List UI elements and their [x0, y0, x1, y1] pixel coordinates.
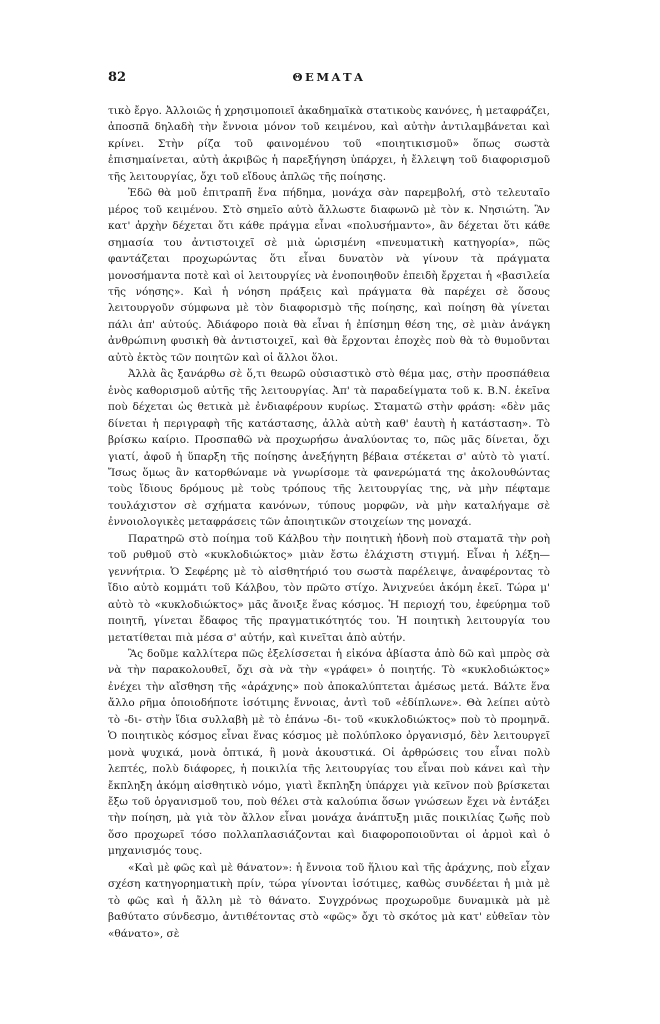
- paragraph: Ἂς δοῦμε καλλίτερα πῶς ἐξελίσσεται ἡ εἰκόνα ἀβίαστα ἀπὸ δῶ καὶ μπρὸς σὰ νὰ τὴν παρακολουθεῖ, ὄχι σὰ νὰ τὴν «γράφει» ὁ ποιητής. Τὸ «κυκλοδιώκτος» ἐνέχει τὴν αἴσθηση τῆς «ἀράχνης» ποὺ ἀποκαλύπτεται ἀμέσως μετά. Βάλτε ἕνα ἄλλο ρῆμα ὁποιοδήποτε ἰσότιμης ἔννοιας, ἀντὶ τοῦ «ἐδίπλωνε». Θὰ λείπει αὐτὸ τὸ -δι- στὴν ἴδια συλλαβὴ μὲ τὸ ἐπάνω -δι- τοῦ «κυκλοδιώκτος» ποὺ τὸ προμηνᾶ. Ὁ ποιητικὸς κόσμος εἶναι ἕνας κόσμος μὲ πολύπλοκο ὀργανισμό, δὲν λειτουργεῖ μονὰ ψυχικά, μονὰ ὀπτικά, ἢ μονὰ ἀκουστικά. Οἱ ἀρθρώσεις του εἶναι πολὺ λεπτές, πολὺ διάφορες, ἡ ποικιλία τῆς λειτουργίας του εἶναι ποὺ κάνει καὶ τὴν ἔκπληξη ἀκόμη αἰσθητικὸ νόμο, γιατὶ ἔκπληξη ὑπάρχει γιὰ κεῖνον ποὺ βρίσκεται ἔξω τοῦ ὀργανισμοῦ του, ποὺ θέλει στὰ καλούπια ὅσων γνώσεων ἔχει νὰ ἐντάξει τὴν ποίηση, μὰ γιὰ τὸν ἄλλον εἶναι μονάχα ἀνάπτυξη μιᾶς ποικιλίας ζωῆς ποὺ ὅσο προχωρεῖ τόσο πολλαπλασιάζονται καὶ διαφοροποιοῦνται οἱ ἁρμοὶ καὶ ὁ μηχανισμός τους.: [108, 647, 550, 858]
- running-head: [108, 70, 550, 90]
- paragraph: Παρατηρῶ στὸ ποίημα τοῦ Κάλβου τὴν ποιητικὴ ἡδονὴ ποὺ σταματᾶ τὴν ροὴ τοῦ ρυθμοῦ στὸ «κυκλοδιώκτος» μιὰν ἔστω ἐλάχιστη στιγμή. Εἶναι ἡ λέξη—γεννήτρια. Ὁ Σεφέρης μὲ τὸ αἰσθητήριό του σωστὰ παρέλειψε, ἀναφέροντας τὸ ἴδιο αὐτὸ κομμάτι τοῦ Κάλβου, τὸν πρῶτο στίχο. Ἀνιχνεύει ἀκόμη ἐκεῖ. Τώρα μ' αὐτὸ τὸ «κυκλοδιώκτος» μᾶς ἄνοιξε ἕνας κόσμος. Ἡ περιοχή του, ἐφεύρημα τοῦ ποιητῆ, γίνεται ἔδαφος τῆς πραγματικότητός του. Ἡ ποιητικὴ λειτουργία του μετατίθεται πιὰ μέσα σ' αὐτήν, καὶ κινεῖται ἀπὸ αὐτήν.: [108, 532, 550, 644]
- paragraph: «Καὶ μὲ φῶς καὶ μὲ θάνατον»: ἡ ἔννοια τοῦ ἥλιου καὶ τῆς ἀράχνης, ποὺ εἶχαν σχέση κατηγορηματικὴ πρίν, τώρα γίνονται ἰσότιμες, καθὼς συνδέεται ἡ μιὰ μὲ τὸ φῶς καὶ ἡ ἄλλη μὲ τὸ θάνατο. Συγχρόνως προχωροῦμε δυναμικὰ μὰ μὲ βαθύτατο σύνδεσμο, ἀντιθέτοντας στὸ «φῶς» ὄχι τὸ σκότος μὰ κατ' εὐθεῖαν τὸν «θάνατο», σὲ: [108, 861, 550, 940]
- paragraph: Ἀλλὰ ἂς ξανάρθω σὲ ὅ,τι θεωρῶ οὐσιαστικὸ στὸ θέμα μας, στὴν προσπάθεια ἑνὸς καθορισμοῦ αὐτῆς τῆς λειτουργίας. Ἀπ' τὰ παραδείγματα τοῦ κ. Β.Ν. ἐκεῖνα ποὺ δέχεται ὡς θετικὰ μὲ ἐνδιαφέρουν κυρίως. Σταματῶ στὴν φράση: «δὲν μᾶς δίνεται ἡ περιγραφὴ τῆς κατάστασης, ἀλλὰ αὐτὴ καθ' ἑαυτὴ ἡ κατάσταση». Τὸ βρίσκω καίριο. Προσπαθῶ νὰ προχωρήσω ἀναλύοντας το, πῶς μᾶς δίνεται, ὄχι γιατί, ἀφοῦ ἡ ὕπαρξη τῆς ποίησης ἀνεξήγητη βέβαια στέκεται σ' αὐτὸ τὸ γιατί. Ἴσως ὅμως ἂν κατορθώναμε νὰ γνωρίσομε τὰ φανερώματά της ἀκολουθώντας τοὺς ἴδιους δρόμους μὲ τοὺς τρόπους τῆς λειτουργίας της, νὰ μὴν πέφταμε τουλάχιστον σὲ σχήματα κανόνων, τύπους μορφῶν, νὰ μὴν καταλήγαμε σὲ ἐννοιολογικὲς μεταφράσεις τῶν ἀποιητικῶν στοιχείων της μοναχά.: [108, 368, 550, 529]
- paragraph: τικὸ ἔργο. Ἀλλοιῶς ἡ χρησιμοποιεῖ ἀκαδημαϊκὰ στατικοὺς κανόνες, ἡ μεταφράζει, ἀποσπᾶ δηλαδὴ τὴν ἔννοια μόνον τοῦ κειμένου, καὶ αὐτὴν ἀντιλαμβάνεται καὶ κρίνει. Στὴν ρίζα τοῦ φαινομένου τοῦ «ποιητικισμοῦ» ὅπως σωστὰ ἐπισημαίνεται, αὐτὴ ἀκριβῶς ἡ παρεξήγηση ὑπάρχει, ἡ ἔλλειψη τοῦ διαφορισμοῦ τῆς λειτουργίας, ὄχι τοῦ εἴδους ἁπλῶς τῆς ποίησης.: [108, 105, 550, 183]
- journal-title: ΘΕΜΑΤΑ: [292, 70, 366, 84]
- body-text: [108, 103, 550, 942]
- page-number: 82: [108, 70, 127, 85]
- paragraph: Ἐδῶ θὰ μοῦ ἐπιτραπῆ ἕνα πήδημα, μονάχα σὰν παρεμβολή, στὸ τελευταῖο μέρος τοῦ κειμένου. Στὸ σημεῖο αὐτὸ ἄλλωστε διαφωνῶ μὲ τὸν κ. Νησιώτη. Ἂν κατ' ἀρχὴν δέχεται ὅτι κάθε πράγμα εἶναι «πολυσήμαντο», ἂν δέχεται ὅτι κάθε σημασία του ἀντιστοιχεῖ σὲ μιὰ ὡρισμένη «πνευματικὴ κατηγορία», πῶς φαντάζεται προχωρώντας ὅτι εἶναι δυνατὸν νὰ γίνουν τὰ πράγματα μονοσήμαντα ποτὲ καὶ οἱ λειτουργίες νὰ ἑνοποιηθοῦν ἐπειδὴ ἔρχεται ἡ «βασιλεία τῆς νόησης». Καὶ ἡ νόηση πράξεις καὶ πράγματα θὰ παρέχει σὲ ὅσους λειτουργοῦν σύμφωνα μὲ τὸν διαφορισμὸ τῆς ποίησης, καὶ ποίηση θὰ γίνεται πάλι ἀπ' αὐτούς. Ἀδιάφορο ποιὰ θὰ εἶναι ἡ ἐπίσημη θέση της, σὲ μιὰν ἀνάγκη ἀνθρώπινη φυσικὴ θὰ ἀντιστοιχεῖ, καὶ θὰ ἔρχονται ἐποχὲς ποὺ θὰ τὸ θυμοῦνται αὐτὸ ἐκτὸς τῶν ποιητῶν καὶ οἱ ἄλλοι ὅλοι.: [108, 187, 550, 364]
